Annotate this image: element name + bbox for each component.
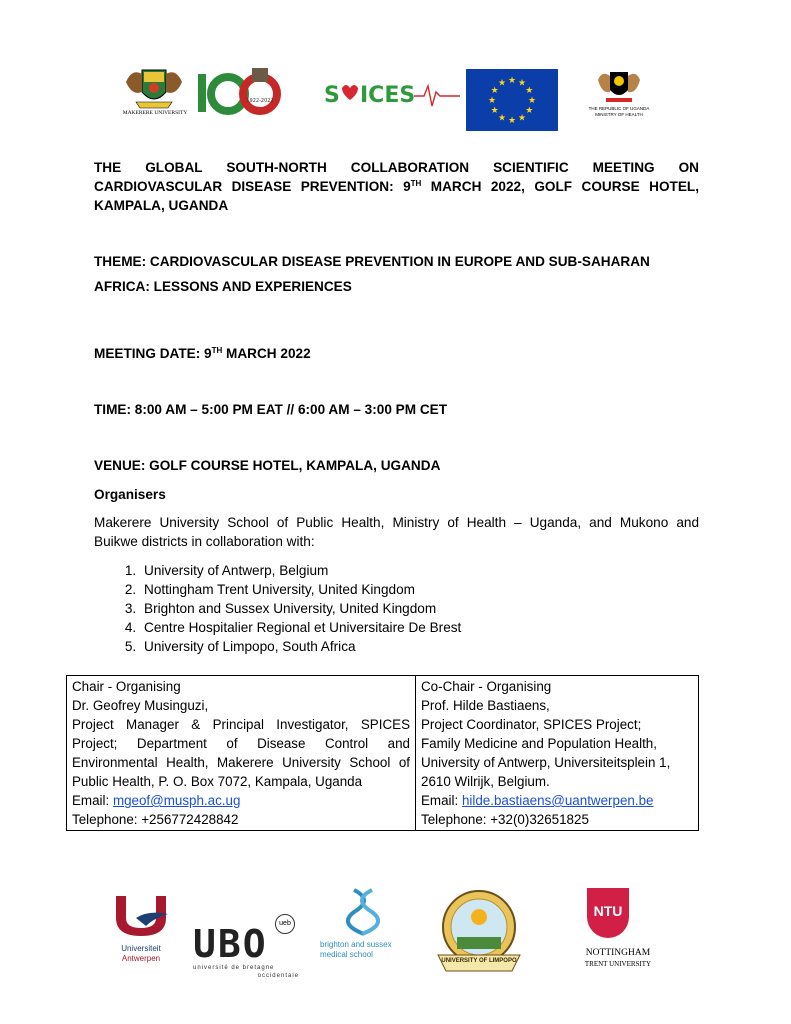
centenary-logo [196,64,282,120]
cochair-email-link[interactable]: hilde.bastiaens@uantwerpen.be [461,793,654,808]
eu-flag-logo [466,69,558,131]
ueb-badge: ueb [275,914,295,934]
title-line-3: KAMPALA, UGANDA [94,198,229,213]
theme-line-1: THEME: CARDIOVASCULAR DISEASE PREVENTION IN EUROPE AND SUB-SAHARAN [94,254,650,269]
eu-star-icon: ★ [507,75,517,85]
chair-role: Chair - Organising [72,679,181,694]
bsms-caption-1: brighton and sussex [320,940,392,949]
cochair-name: Prof. Hilde Bastiaens, [421,698,550,713]
eu-star-icon: ★ [497,77,507,88]
list-item: 2. Nottingham Trent University, United Kingdom [140,580,461,599]
eu-star-icon: ★ [517,112,527,123]
ntu-badge: NTU [587,888,629,938]
eu-star-icon: ★ [507,115,517,125]
meeting-date: MEETING DATE: 9TH MARCH 2022 [94,346,311,361]
eu-star-icon: ★ [525,105,534,115]
eu-star-icon: ★ [527,95,537,105]
antwerp-caption-2: Antwerpen [121,954,161,963]
chairs-table [66,675,699,831]
cochair-telephone: Telephone: +32(0)32651825 [421,812,589,827]
ntu-caption-1: NOTTINGHAM [585,948,651,958]
meeting-time: TIME: 8:00 AM – 5:00 PM EAT // 6:00 AM – 3:00 PM CET [94,402,448,417]
eu-star-icon: ★ [517,77,527,88]
meeting-title [94,158,699,215]
title-line-2: CARDIOVASCULAR DISEASE PREVENTION: 9TH MARCH 2022, GOLF COURSE HOTEL, [94,179,699,194]
ntu-logo [576,888,660,978]
bsms-logo [320,888,416,968]
ubo-caption-1: université de bretagne [193,965,275,971]
uganda-caption-1: THE REPUBLIC OF UGANDA [588,106,650,111]
makerere-crest-logo [122,62,186,124]
makerere-caption: MAKERERE UNIVERSITY [122,110,188,116]
cochair-email-row: Email: hilde.bastiaens@uantwerpen.be [421,793,654,808]
antwerp-caption-1: Universiteit [121,944,161,953]
list-item: 1. University of Antwerp, Belgium [140,561,461,580]
cochair-cell: Co-Chair - Organising Prof. Hilde Bastiaens, Project Coordinator, SPICES Project; Family Medicine and Population Health, University of Antwerp, Universiteitsplein 1, 2610 Wilrijk, Belgium. Email: hilde.bastiaens@uantwerpen.be Telephone: +32(0)32651825 [416,676,699,831]
antwerp-logo [106,892,176,972]
meeting-venue: VENUE: GOLF COURSE HOTEL, KAMPALA, UGANDA [94,458,441,473]
ubo-logo [193,914,299,980]
header-logo-row [0,60,791,140]
limpopo-caption: UNIVERSITY OF LIMPOPO [441,958,517,964]
chair-name: Dr. Geofrey Musinguzi, [72,698,209,713]
spices-logo [324,78,464,110]
list-item: 4. Centre Hospitalier Regional et Universitaire De Brest [140,618,461,637]
list-item: 3. Brighton and Sussex University, United Kingdom [140,599,461,618]
chair-email-link[interactable]: mgeof@musph.ac.ug [112,793,241,808]
list-item: 5. University of Limpopo, South Africa [140,637,461,656]
organisers-list [116,561,461,656]
svg-text:1922-2022: 1922-2022 [246,98,274,104]
chair-telephone: Telephone: +256772428842 [72,812,239,827]
svg-text:S: S [324,83,340,108]
eu-star-icon: ★ [497,112,507,123]
ntu-caption-2: TRENT UNIVERSITY [584,960,652,968]
uganda-caption-2: MINISTRY OF HEALTH [595,112,643,117]
organisers-heading: Organisers [94,487,166,502]
meeting-theme [94,249,699,299]
eu-star-icon: ★ [490,85,499,95]
ubo-wordmark: UBO [193,922,268,966]
bsms-caption-2: medical school [320,950,373,959]
theme-line-2: AFRICA: LESSONS AND EXPERIENCES [94,279,352,294]
title-line-1: THE GLOBAL SOUTH-NORTH COLLABORATION SCIENTIFIC MEETING ON [94,160,699,175]
eu-star-icon: ★ [490,105,499,115]
chair-cell: Chair - Organising Dr. Geofrey Musinguzi, Project Manager & Principal Investigator, SPICES Project; Department of Disease Control and Environmental Health, Makerere University School of Public Health, P. O. Box 7072, Kampala, Uganda Email: mgeof@musph.ac.ug Telephone: +256772428842 [67,676,416,831]
ubo-caption-2: occidentale [257,973,299,979]
eu-star-icon: ★ [525,85,534,95]
svg-text:ICES: ICES [360,83,416,108]
uganda-coat-of-arms-logo [588,66,650,126]
cochair-role: Co-Chair - Organising [421,679,552,694]
chair-email-row: Email: mgeof@musph.ac.ug [72,793,241,808]
limpopo-logo [432,885,526,977]
organisers-intro: Makerere University School of Public Health, Ministry of Health – Uganda, and Mukono and Buikwe districts in collaboration with: [94,515,699,549]
eu-star-icon: ★ [487,95,497,105]
